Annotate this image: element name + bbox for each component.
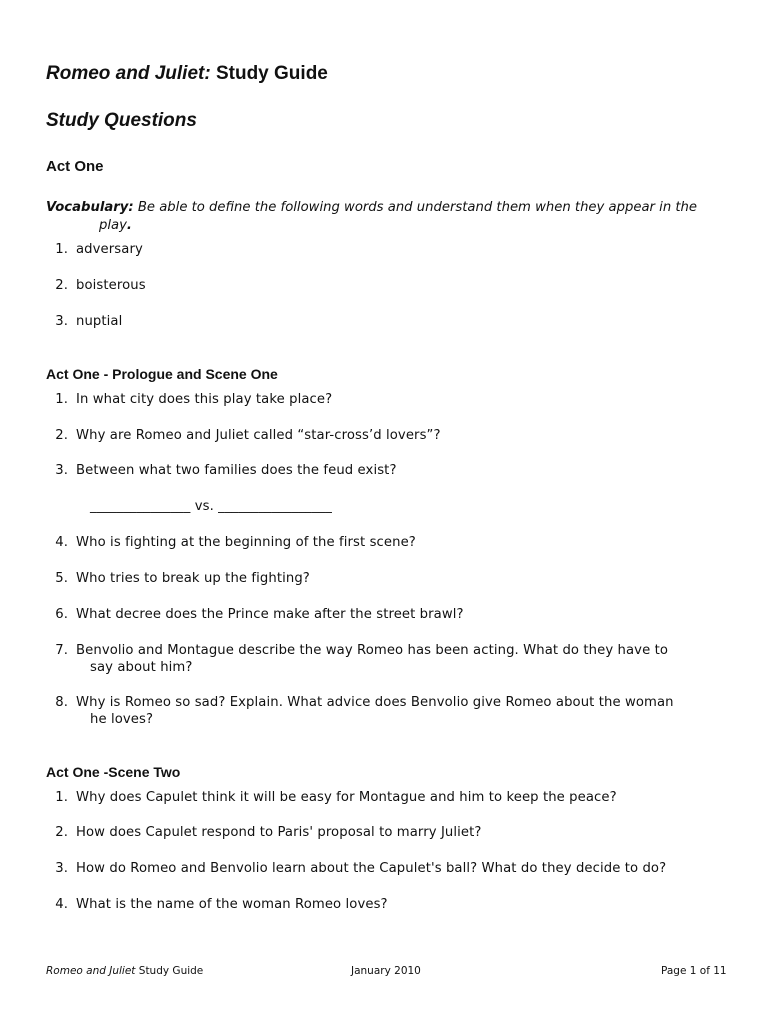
question-text: Benvolio and Montague describe the way Romeo has been acting. What do they have to — [76, 643, 669, 658]
footer-guide-label: Study Guide — [135, 965, 204, 977]
footer-date: January 2010 — [351, 965, 421, 977]
vocab-item — [46, 242, 143, 257]
scene-two-heading: Act One -Scene Two — [46, 764, 181, 780]
vocabulary-instruction-period: . — [126, 218, 132, 233]
question-item — [46, 643, 668, 658]
question-number: 7. — [55, 643, 68, 658]
question-item — [46, 392, 332, 407]
footer-page-number: Page 1 of 11 — [661, 965, 727, 977]
vocab-item-number: 3. — [55, 314, 68, 329]
vocabulary-label: Vocabulary: — [46, 200, 134, 215]
title-play-name: Romeo and Juliet: — [46, 63, 211, 84]
question-item — [46, 571, 310, 586]
footer-play-name: Romeo and Juliet — [46, 965, 136, 977]
vocab-item-text: adversary — [76, 242, 143, 257]
question-text: How does Capulet respond to Paris' proposal to marry Juliet? — [76, 825, 482, 840]
question-text: Who tries to break up the fighting? — [76, 571, 310, 586]
feud-answer-blank[interactable]: _______________ vs. _________________ — [90, 499, 332, 514]
question-text: Why are Romeo and Juliet called “star-cross’d lovers”? — [76, 428, 441, 443]
vocabulary-instruction-continued — [99, 218, 132, 233]
question-text: Who is fighting at the beginning of the first scene? — [76, 535, 416, 550]
question-text-continued: he loves? — [90, 712, 154, 727]
document-title — [46, 63, 328, 85]
vocab-item — [46, 314, 122, 329]
question-item — [46, 428, 441, 443]
question-text: What decree does the Prince make after the street brawl? — [76, 607, 464, 622]
question-text-continued: say about him? — [90, 660, 193, 675]
vocab-item-text: boisterous — [76, 278, 146, 293]
vocabulary-instruction-line2: play — [99, 218, 127, 233]
vocab-item — [46, 278, 146, 293]
prologue-scene-one-heading: Act One - Prologue and Scene One — [46, 366, 278, 382]
question-number: 3. — [55, 861, 68, 876]
question-number: 8. — [55, 695, 68, 710]
question-number: 5. — [55, 571, 68, 586]
question-item — [46, 861, 666, 876]
section-title: Study Questions — [46, 110, 197, 131]
question-item — [46, 463, 397, 478]
question-item — [46, 535, 416, 550]
question-number: 1. — [55, 790, 68, 805]
question-number: 4. — [55, 897, 68, 912]
question-text: How do Romeo and Benvolio learn about the Capulet's ball? What do they decide to do? — [76, 861, 667, 876]
vocab-item-text: nuptial — [76, 314, 123, 329]
footer-left — [46, 965, 203, 977]
question-number: 2. — [55, 825, 68, 840]
question-item — [46, 825, 482, 840]
act-one-heading: Act One — [46, 158, 104, 175]
question-number: 2. — [55, 428, 68, 443]
vocab-item-number: 2. — [55, 278, 68, 293]
question-text: In what city does this play take place? — [76, 392, 333, 407]
question-number: 4. — [55, 535, 68, 550]
question-number: 1. — [55, 392, 68, 407]
question-text: Why is Romeo so sad? Explain. What advice does Benvolio give Romeo about the woman — [76, 695, 674, 710]
question-number: 6. — [55, 607, 68, 622]
question-text: What is the name of the woman Romeo loves? — [76, 897, 388, 912]
question-item — [46, 607, 464, 622]
title-suffix: Study Guide — [210, 63, 328, 84]
vocabulary-instruction — [46, 200, 697, 215]
question-number: 3. — [55, 463, 68, 478]
vocab-item-number: 1. — [55, 242, 68, 257]
vocabulary-instruction-text: Be able to define the following words and understand them when they appear in the — [133, 200, 698, 215]
question-item — [46, 897, 388, 912]
question-item — [46, 695, 674, 710]
question-item — [46, 790, 617, 805]
question-text: Why does Capulet think it will be easy for Montague and him to keep the peace? — [76, 790, 617, 805]
question-text: Between what two families does the feud exist? — [76, 463, 397, 478]
